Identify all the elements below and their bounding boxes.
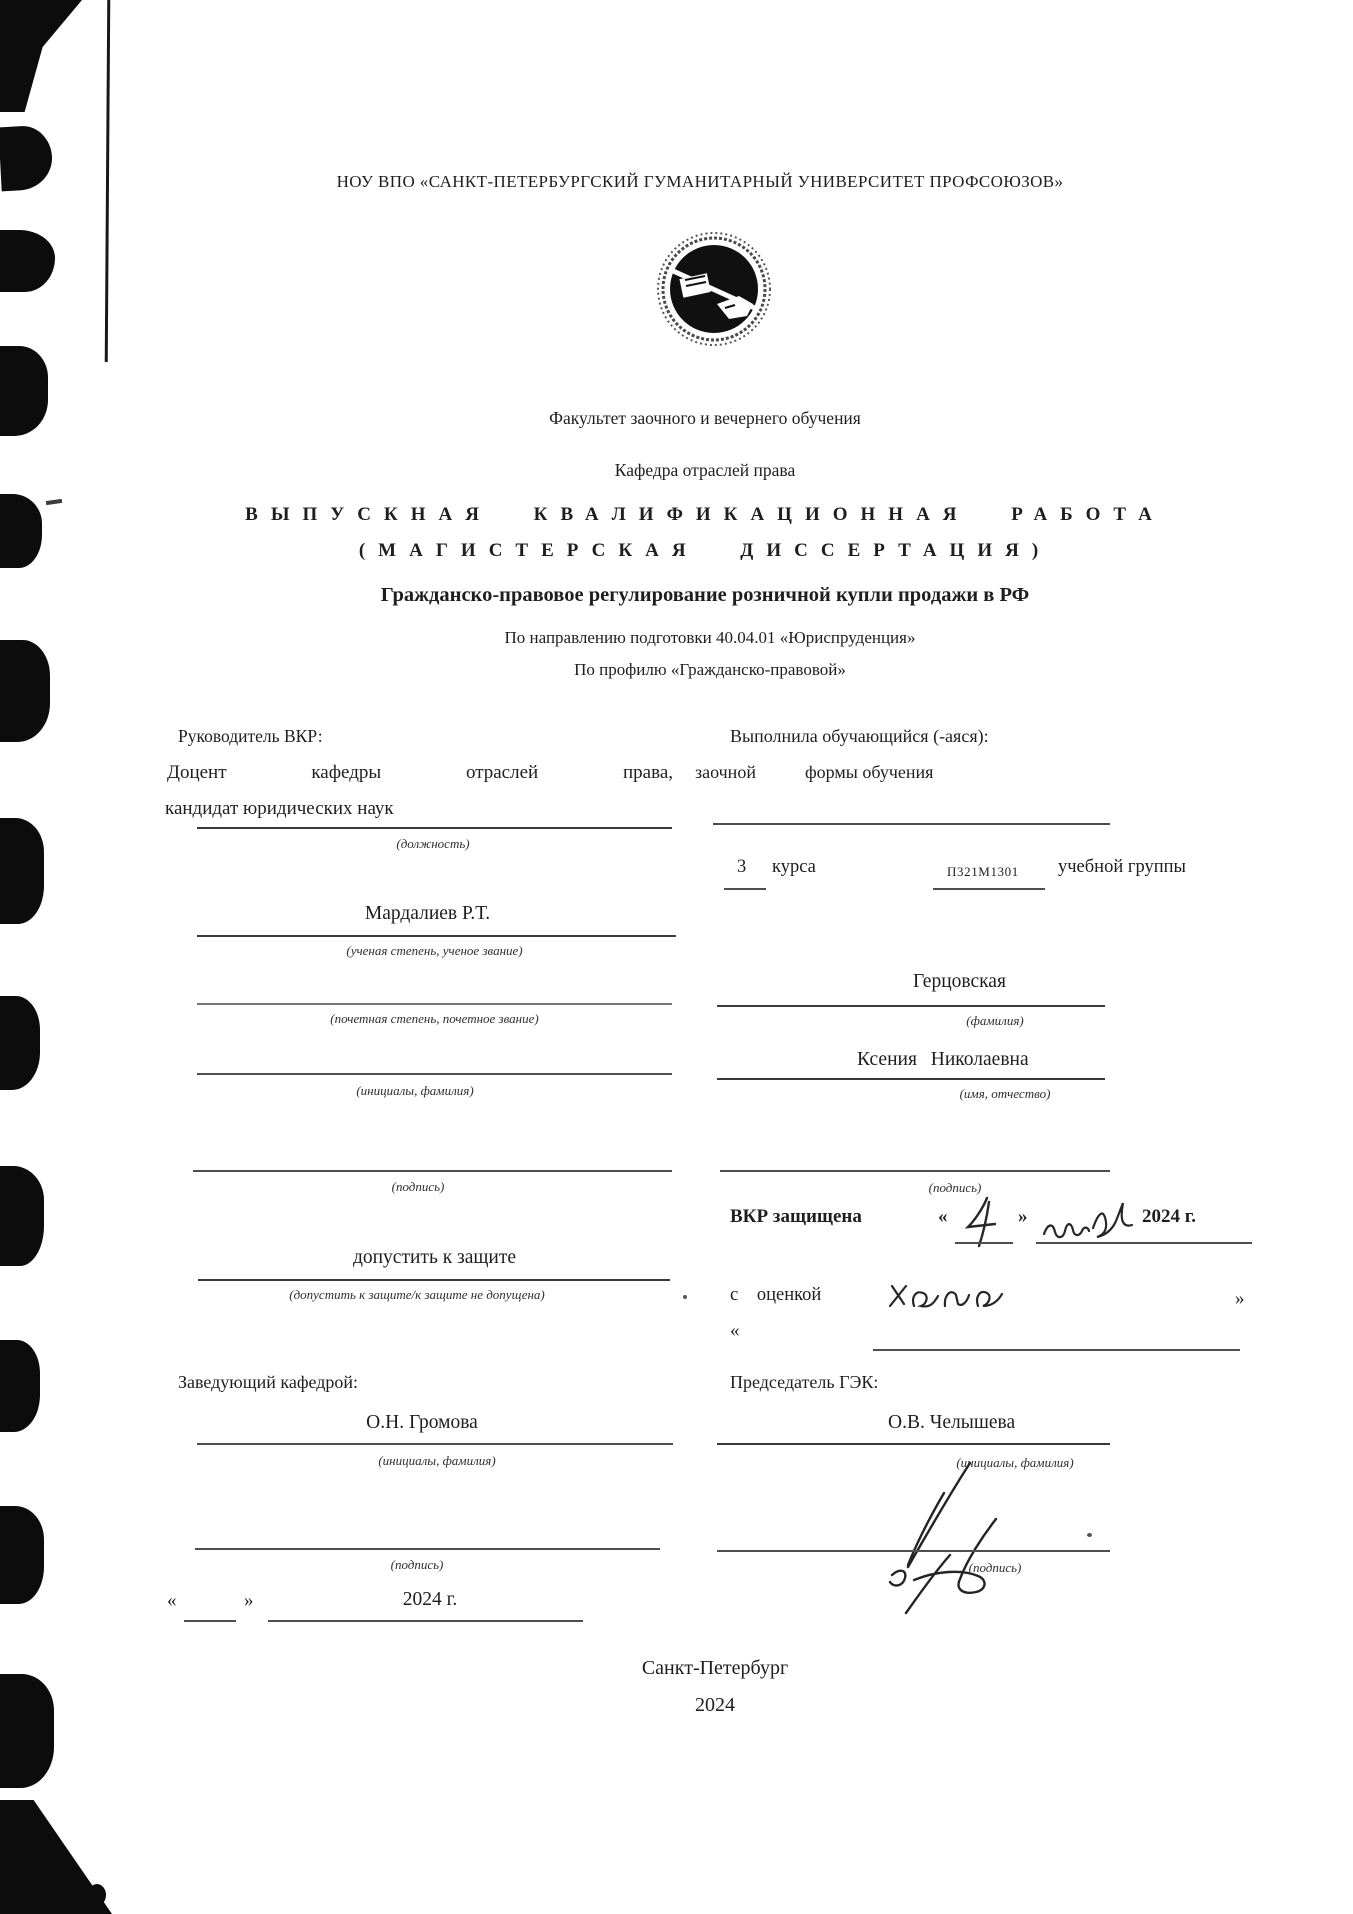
head-initials-caption: (инициалы, фамилия): [378, 1453, 496, 1468]
scan-artifact: [0, 1506, 44, 1604]
defense-label: ВКР защищена: [730, 1206, 862, 1227]
work-type-line1: ВЫПУСКНАЯ КВАЛИФИКАЦИОННАЯ РАБОТА: [245, 504, 1165, 525]
handwritten-month: [1040, 1198, 1136, 1248]
signature-line: [720, 1170, 1110, 1172]
student-signature-caption: (подпись): [928, 1180, 982, 1195]
blank-line: [198, 1279, 670, 1281]
scan-artifact: [0, 818, 44, 924]
student-given-names: Ксения Николаевна: [857, 1049, 1029, 1070]
department-name: Кафедра отраслей права: [614, 460, 796, 480]
supervisor-position-line1: Доцент кафедры отраслей права,: [167, 762, 673, 783]
date-year: 2024 г.: [402, 1589, 458, 1610]
degree-caption: (ученая степень, ученое звание): [346, 943, 523, 958]
group-code: П321М1301: [947, 864, 1019, 879]
blank-line: [724, 888, 766, 890]
blank-line: [1036, 1242, 1252, 1244]
student-surname: Герцовская: [913, 971, 1006, 992]
blank-line: [197, 935, 676, 937]
scan-artifact: [0, 125, 54, 192]
signature-line: [717, 1550, 1110, 1552]
scan-artifact: [1087, 1533, 1092, 1537]
blank-line: [197, 1073, 672, 1075]
date-quote-open: «: [167, 1590, 177, 1611]
admission-value: допустить к защите: [352, 1247, 517, 1268]
blank-line: [197, 827, 672, 829]
grade-label: с оценкой: [730, 1285, 822, 1305]
chairman-signature: [840, 1455, 1080, 1615]
work-type-line2: (МАГИСТЕРСКАЯ ДИССЕРТАЦИЯ): [358, 540, 1052, 561]
blank-line: [268, 1620, 583, 1622]
signature-line: [193, 1170, 672, 1172]
university-name: НОУ ВПО «САНКТ-ПЕТЕРБУРГСКИЙ ГУМАНИТАРНЫЙ УНИВЕРСИТЕТ ПРОФСОЮЗОВ»: [336, 172, 1064, 191]
scan-artifact: [0, 1166, 44, 1266]
blank-line: [717, 1443, 1110, 1445]
student-label: Выполнила обучающийся (-аяся):: [730, 726, 989, 746]
blank-line: [197, 1443, 673, 1445]
thesis-title: Гражданско-правовое регулирование розничной купли продажи в РФ: [380, 584, 1030, 606]
scan-artifact: [0, 230, 55, 292]
blank-line: [184, 1620, 236, 1622]
signature-line: [195, 1548, 660, 1550]
scan-artifact: [0, 346, 48, 436]
defense-quote-close: »: [1018, 1206, 1028, 1227]
blank-line: [197, 1003, 672, 1005]
head-signature-caption: (подпись): [390, 1557, 444, 1572]
position-caption: (должность): [396, 836, 470, 851]
signature-caption: (подпись): [391, 1179, 445, 1194]
scan-artifact: [0, 1674, 54, 1788]
defense-year: 2024 г.: [1142, 1206, 1196, 1227]
honorary-caption: (почетная степень, почетное звание): [330, 1011, 539, 1026]
scan-artifact: [0, 1340, 40, 1432]
supervisor-name: Мардалиев Р.Т.: [364, 903, 491, 924]
initials-caption: (инициалы, фамилия): [356, 1083, 474, 1098]
defense-quote-open: «: [938, 1206, 948, 1227]
scan-artifact: [0, 0, 82, 112]
group-word: учебной группы: [1058, 857, 1186, 877]
blank-line: [717, 1078, 1105, 1080]
study-form-word2: формы обучения: [805, 762, 934, 782]
university-seal-icon: [655, 230, 773, 348]
handwritten-grade: [882, 1272, 1032, 1320]
supervisor-label: Руководитель ВКР:: [178, 726, 323, 746]
grade-quote-close: »: [1235, 1288, 1245, 1309]
blank-line: [955, 1242, 1013, 1244]
direction-line: По направлению подготовки 40.04.01 «Юриспруденция»: [504, 628, 916, 647]
given-names-caption: (имя, отчество): [959, 1086, 1051, 1101]
blank-line: [933, 888, 1045, 890]
footer-year: 2024: [695, 1694, 735, 1716]
scan-artifact: [0, 494, 42, 568]
admission-caption: (допустить к защите/к защите не допущена): [289, 1287, 545, 1302]
blank-line: [717, 1005, 1105, 1007]
surname-caption: (фамилия): [966, 1013, 1024, 1028]
course-word: курса: [772, 857, 816, 877]
head-name: О.Н. Громова: [366, 1412, 478, 1433]
footer-city: Санкт-Петербург: [641, 1657, 789, 1679]
blank-line: [713, 823, 1110, 825]
study-form-word1: заочной: [695, 762, 756, 782]
profile-line: По профилю «Гражданско-правовой»: [574, 660, 846, 679]
grade-quote-open: «: [730, 1320, 740, 1341]
course-number: 3: [737, 857, 747, 877]
scan-artifact: [0, 640, 50, 742]
chairman-initials-caption: (инициалы, фамилия): [956, 1455, 1074, 1470]
scan-artifact: [0, 996, 40, 1090]
scan-artifact: [46, 499, 62, 505]
chairman-name: О.В. Челышева: [888, 1412, 1016, 1433]
head-label: Заведующий кафедрой:: [178, 1372, 359, 1392]
supervisor-position-line2: кандидат юридических наук: [165, 798, 394, 819]
scan-artifact: [683, 1295, 687, 1299]
blank-line: [873, 1349, 1240, 1351]
faculty-name: Факультет заочного и вечернего обучения: [549, 408, 861, 428]
chairman-signature-caption: (подпись): [968, 1560, 1022, 1575]
page-edge-line: [105, 0, 111, 362]
scan-artifact: [88, 1884, 106, 1906]
date-quote-close: »: [244, 1590, 254, 1611]
chairman-label: Председатель ГЭК:: [730, 1372, 879, 1392]
